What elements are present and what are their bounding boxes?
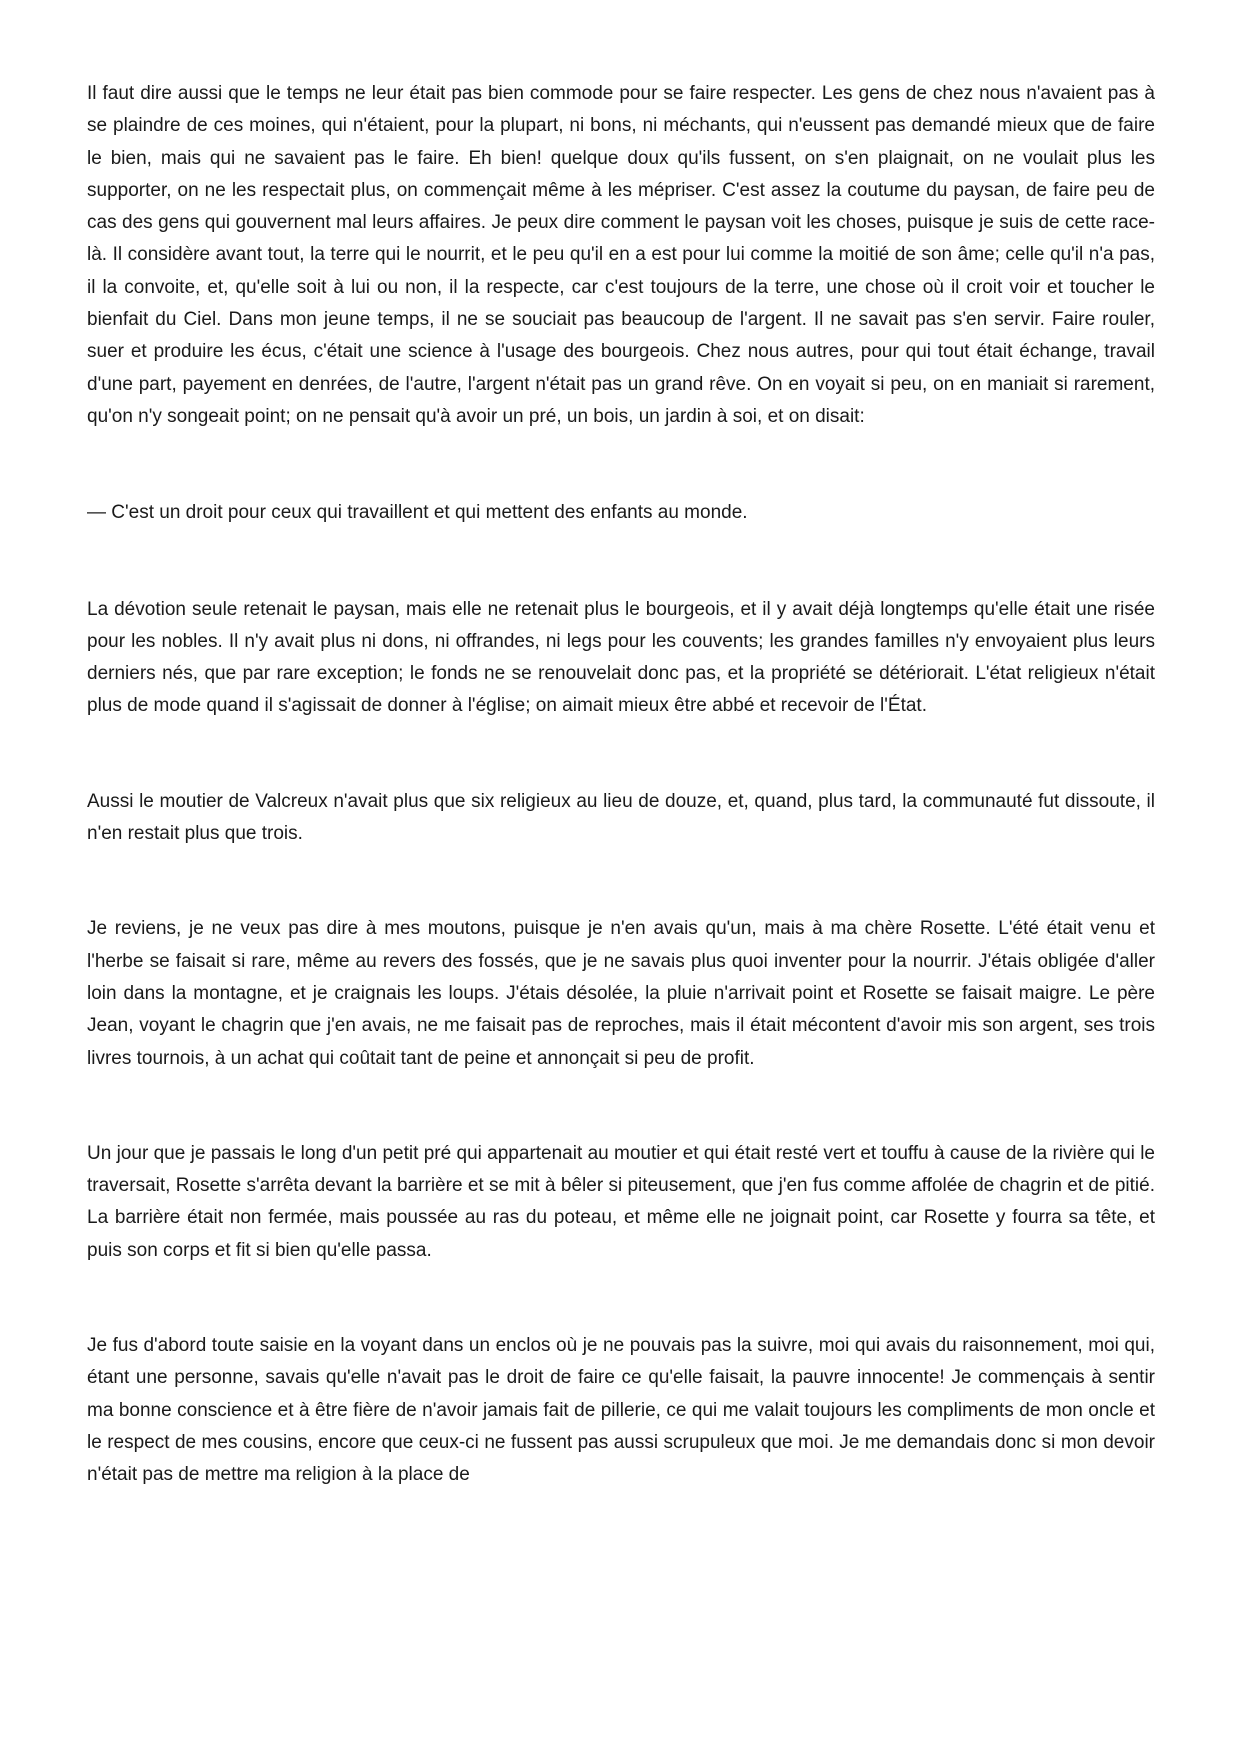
document-page xyxy=(87,78,1155,1492)
paragraph-valcreux: Aussi le moutier de Valcreux n'avait plus que six religieux au lieu de douze, et, quand, plus tard, la communauté fut dissoute, il n'en restait plus que trois. xyxy=(87,790,1155,845)
paragraph-land-and-money: Il faut dire aussi que le temps ne leur était pas bien commode pour se faire respecter. Les gens de chez nous n'avaient pas à se plaindre de ces moines, qui n'étaient, pour la plupart, ni bons, ni méchants, qui n'eussent pas demandé mieux que de faire le bien, mais qui ne savaient pas le faire. Eh bien! quelque doux qu'ils fussent, on s'en plaignait, on ne voulait plus les supporter, on ne les respectait plus, on commençait même à les mépriser. C'est assez la coutume du paysan, de faire peu de cas des gens qui gouvernent mal leurs affaires. Je peux dire comment le paysan voit les choses, puisque je suis de cette race-là. Il considère avant tout, la terre qui le nourrit, et le peu qu'il en a est pour lui comme la moitié de son âme; celle qu'il n'a pas, il la convoite, et, qu'elle soit à lui ou non, il la respecte, car c'est toujours de la terre, une chose où il croit voir et toucher le bienfait du Ciel. Dans mon jeune temps, il ne se souciait pas beaucoup de l'argent. Il ne savait pas s'en servir. Faire rouler, suer et produire les écus, c'était une science à l'usage des bourgeois. Chez nous autres, pour qui tout était échange, travail d'une part, payement en denrées, de l'autre, l'argent n'était pas un grand rêve. On en voyait si peu, on en maniait si rarement, qu'on n'y songeait point; on ne pensait qu'à avoir un pré, un bois, un jardin à soi, et on disait: xyxy=(87,83,1155,427)
paragraph-quote-right: — C'est un droit pour ceux qui travaillent et qui mettent des enfants au monde. xyxy=(87,502,748,524)
paragraph-devotion: La dévotion seule retenait le paysan, mais elle ne retenait plus le bourgeois, et il y avait déjà longtemps qu'elle était une risée pour les nobles. Il n'y avait plus ni dons, ni offrandes, ni legs pour les couvents; les grandes familles n'y envoyaient plus leurs derniers nés, que par rare exception; le fonds ne se renouvelait donc pas, et la propriété se détériorait. L'état religieux n'était plus de mode quand il s'agissait de donner à l'église; on aimait mieux être abbé et recevoir de l'État. xyxy=(87,598,1155,717)
paragraph-meadow-barrier: Un jour que je passais le long d'un petit pré qui appartenait au moutier et qui était resté vert et touffu à cause de la rivière qui le traversait, Rosette s'arrêta devant la barrière et se mit à bêler si piteusement, que j'en fus comme affolée de chagrin et de pitié. La barrière était non fermée, mais poussée au ras du poteau, et même elle ne joignait point, car Rosette y fourra sa tête, et puis son corps et fit si bien qu'elle passa. xyxy=(87,1142,1155,1261)
paragraph-conscience: Je fus d'abord toute saisie en la voyant dans un enclos où je ne pouvais pas la suivre, moi qui avais du raisonnement, moi qui, étant une personne, savais qu'elle n'avait pas le droit de faire ce qu'elle faisait, la pauvre innocente! Je commençais à sentir ma bonne conscience et à être fière de n'avoir jamais fait de pillerie, ce qui me valait toujours les compliments de mon oncle et le respect de mes cousins, encore que ceux-ci ne fussent pas aussi scrupuleux que moi. Je me demandais donc si mon devoir n'était pas de mettre ma religion à la place de xyxy=(87,1335,1155,1486)
paragraph-rosette-summer: Je reviens, je ne veux pas dire à mes moutons, puisque je n'en avais qu'un, mais à ma chère Rosette. L'été était venu et l'herbe se faisait si rare, même au revers des fossés, que je ne savais plus quoi inventer pour la nourrir. J'étais obligée d'aller loin dans la montagne, et je craignais les loups. J'étais désolée, la pluie n'arrivait point et Rosette se faisait maigre. Le père Jean, voyant le chagrin que j'en avais, ne me faisait pas de reproches, mais il était mécontent d'avoir mis son argent, ses trois livres tournois, à un achat qui coûtait tant de peine et annonçait si peu de profit. xyxy=(87,918,1155,1069)
